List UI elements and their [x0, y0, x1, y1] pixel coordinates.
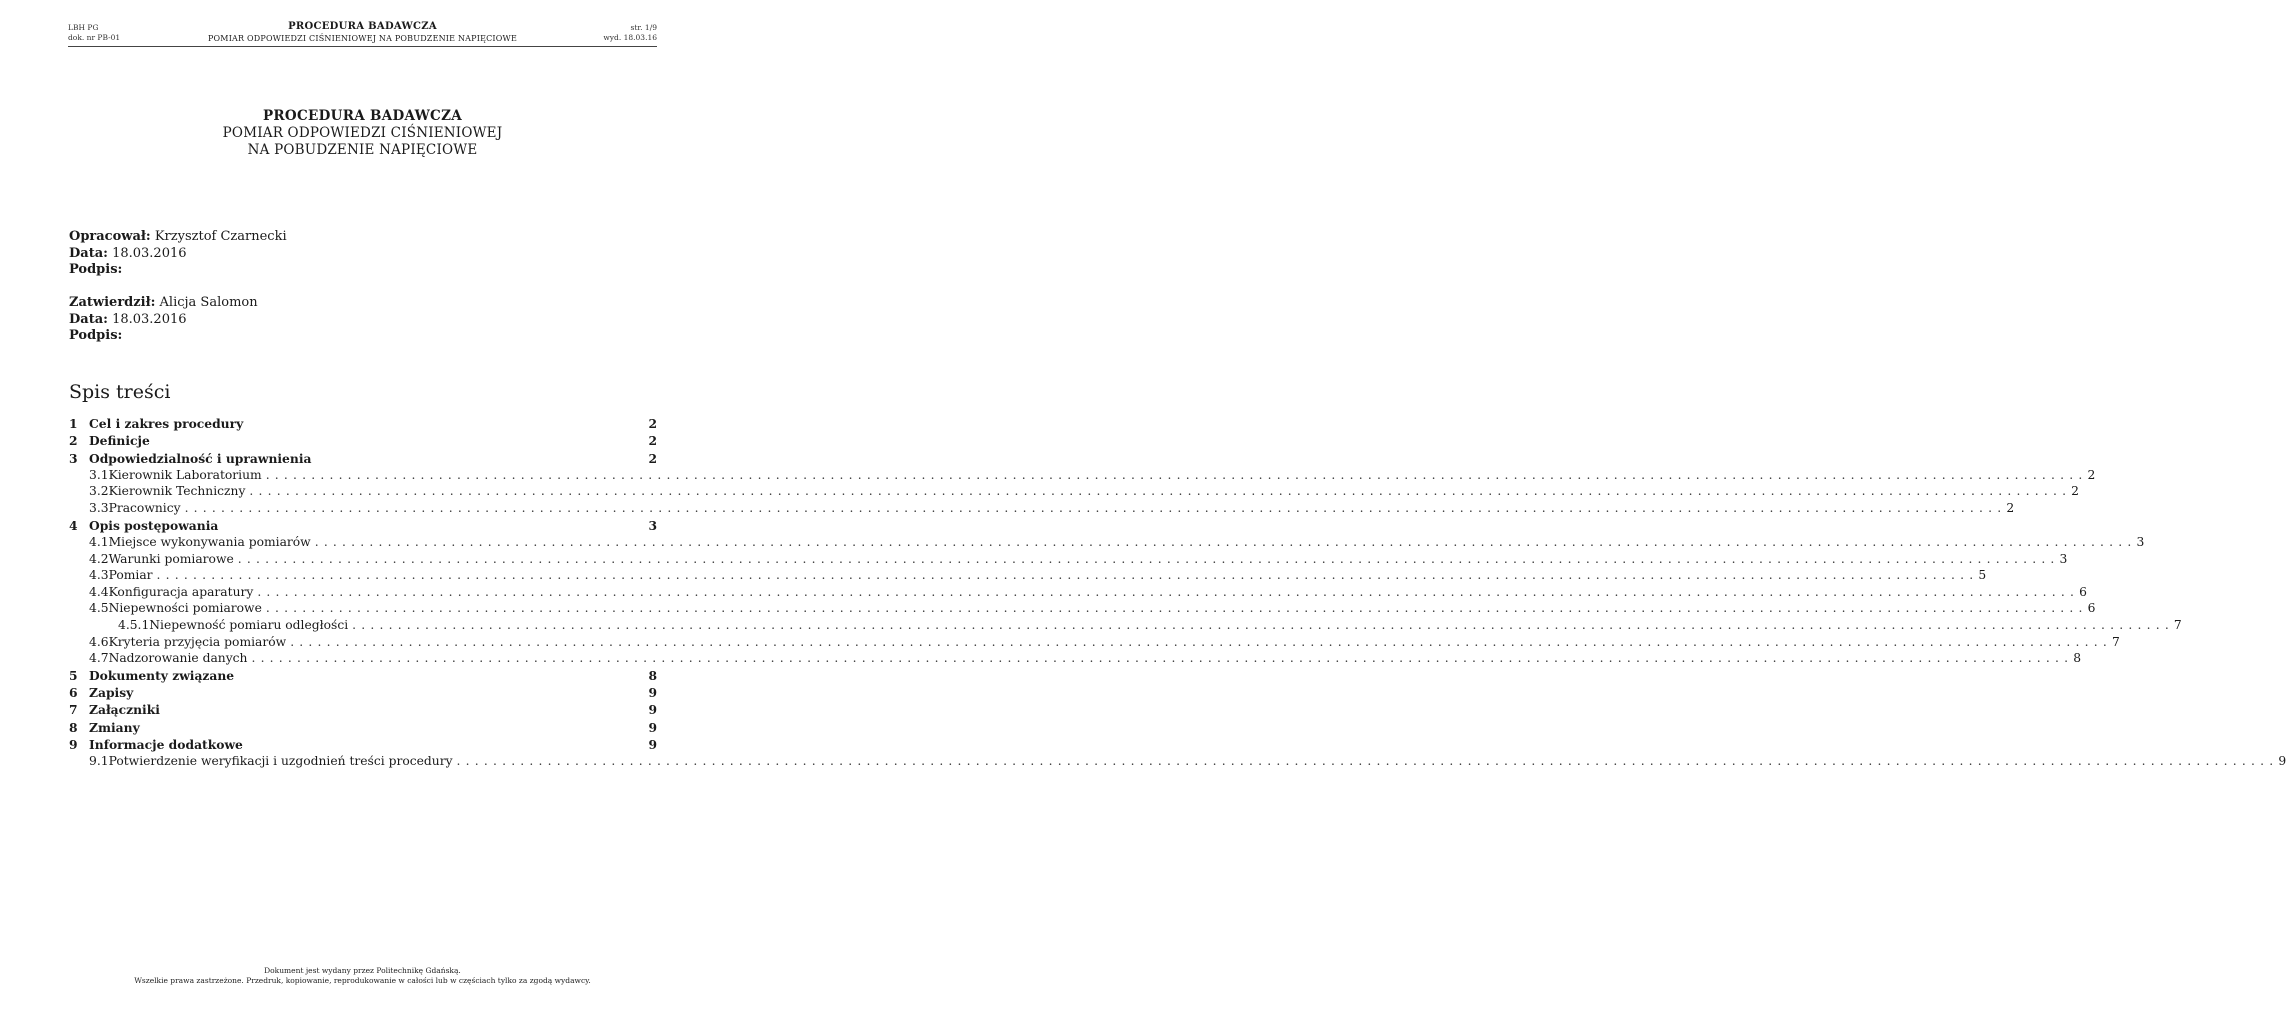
toc-entry-page: 2: [2087, 467, 2096, 482]
toc-entry-title: Opis postępowania: [89, 517, 219, 533]
toc-entry-number: 4.5: [89, 601, 109, 616]
prepared-by: [69, 229, 287, 246]
toc-entry-title: Załączniki: [89, 702, 160, 718]
toc-entry-title: Warunki pomiarowe: [108, 551, 234, 566]
prepared-block: [69, 229, 287, 279]
toc-entry[interactable]: [69, 500, 2015, 517]
toc-entry-page: 7: [2173, 617, 2182, 632]
toc-entry-page: 2: [648, 450, 657, 466]
toc-entry[interactable]: [69, 450, 657, 467]
prepared-signature: [69, 262, 287, 279]
toc-entry-number: 4.7: [89, 651, 109, 666]
toc-entry-number: 2: [69, 433, 78, 449]
toc-entry-page: 6: [2079, 584, 2087, 599]
toc-entry[interactable]: [69, 650, 2082, 667]
header-center: [68, 21, 657, 44]
toc-entry[interactable]: [69, 432, 657, 449]
toc-entry-page: 3: [648, 517, 657, 533]
toc-entry-number: 4.6: [89, 634, 109, 649]
prepared-by-label: Opracował:: [69, 229, 151, 244]
toc-entry-title: Konfiguracja aparatury: [108, 584, 254, 599]
toc-entry-number: 4.1: [89, 534, 109, 549]
toc-entry[interactable]: [69, 584, 2087, 601]
toc-dot-leader: ........................................................................................................................................................................................................: [249, 484, 2072, 499]
toc-entry-title: Informacje dodatkowe: [89, 736, 243, 752]
toc-entry-number: 3.3: [89, 501, 109, 516]
toc-entry[interactable]: [69, 753, 2286, 770]
toc-entry-page: 9: [648, 719, 657, 735]
title-line-2: POMIAR ODPOWIEDZI CIŚNIENIOWEJ: [222, 125, 503, 141]
toc-dot-leader: ........................................................................................................................................................................................................: [184, 501, 2007, 516]
footer-line-2: Wszelkie prawa zastrzeżone. Przedruk, kopiowanie, reprodukowanie w całości lub w częściach tylko za zgodą wydawcy.: [134, 976, 591, 985]
toc-entry-number: 3: [69, 450, 78, 466]
toc-entry-number: 4.4: [89, 584, 109, 599]
prepared-date-label: Data:: [69, 245, 108, 261]
toc-entry-page: 7: [2111, 634, 2120, 649]
toc-entry-title: Potwierdzenie weryfikacji i uzgodnień treści procedury: [108, 754, 453, 769]
toc-entry-title: Pomiar: [108, 568, 153, 583]
toc-dot-leader: ........................................................................................................................................................................................................: [237, 551, 2060, 566]
toc-entry-number: 3.2: [89, 484, 109, 499]
toc-dot-leader: ........................................................................................................................................................................................................: [314, 534, 2137, 549]
toc-entry-page: 6: [2087, 601, 2096, 616]
header-subtitle: POMIAR ODPOWIEDZI CIŚNIENIOWEJ NA POBUDZENIE NAPIĘCIOWE: [207, 34, 518, 43]
approved-date: [69, 312, 258, 329]
toc-entry-number: 9: [69, 736, 78, 752]
toc-entry-number: 9.1: [89, 754, 109, 769]
toc-dot-leader: ........................................................................................................................................................................................................: [290, 634, 2112, 649]
toc-entry-number: 6: [69, 685, 78, 701]
prepared-date-value: 18.03.2016: [112, 245, 187, 261]
toc-entry-title: Niepewności pomiarowe: [108, 601, 262, 616]
approved-by-label: Zatwierdził:: [69, 295, 156, 310]
title-line-1: PROCEDURA BADAWCZA: [262, 108, 463, 124]
header-title: PROCEDURA BADAWCZA: [288, 21, 437, 32]
toc-entry-page: 2: [648, 433, 657, 449]
toc-dot-leader: ........................................................................................................................................................................................................: [456, 754, 2279, 769]
toc-entry-title: Cel i zakres procedury: [89, 416, 244, 431]
toc-entry-title: Kierownik Techniczny: [108, 484, 246, 499]
toc-entry[interactable]: [69, 617, 2182, 634]
header-page-number: str. 1/9: [630, 23, 657, 32]
toc-entry-page: 9: [648, 702, 657, 718]
toc-entry-number: 7: [69, 702, 78, 718]
toc-entry[interactable]: [69, 634, 2120, 651]
approved-signature-label: Podpis:: [69, 328, 123, 343]
approved-date-label: Data:: [69, 311, 108, 327]
approved-block: [69, 295, 258, 345]
toc-dot-leader: ........................................................................................................................................................................................................: [352, 617, 2174, 632]
header-doc-number: dok. nr PB-01: [68, 32, 121, 42]
toc-entry-number: 1: [69, 416, 78, 431]
toc-entry-page: 9: [648, 685, 657, 701]
toc-dot-leader: ........................................................................................................................................................................................................: [156, 568, 1979, 583]
toc-entry-title: Miejsce wykonywania pomiarów: [108, 534, 311, 549]
approved-by-value: Alicja Salomon: [159, 295, 258, 310]
toc-entry-title: Kierownik Laboratorium: [108, 467, 262, 482]
toc-entry[interactable]: [69, 517, 657, 534]
toc-entry[interactable]: [69, 701, 657, 718]
toc-entry-page: 8: [2073, 651, 2082, 666]
toc-entry[interactable]: [69, 600, 2096, 617]
toc-entry-title: Zmiany: [89, 719, 140, 735]
toc-entry[interactable]: [69, 483, 2079, 500]
toc-entry-number: 5: [69, 667, 78, 683]
title-line-3: NA POBUDZENIE NAPIĘCIOWE: [247, 142, 478, 158]
toc-entry-number: 8: [69, 719, 78, 735]
approved-date-value: 18.03.2016: [112, 311, 187, 327]
toc-entry[interactable]: [69, 534, 2145, 551]
toc-entry-number: 4.2: [89, 551, 109, 566]
toc-dot-leader: ........................................................................................................................................................................................................: [265, 467, 2088, 482]
toc-entry-title: Odpowiedzialność i uprawnienia: [89, 450, 312, 466]
toc-entry-title: Nadzorowanie danych: [108, 651, 248, 666]
header-right: [603, 23, 657, 42]
toc-entry[interactable]: [69, 736, 657, 753]
header-rule: [68, 46, 657, 47]
toc-entry-page: 3: [2059, 551, 2068, 566]
toc-dot-leader: ........................................................................................................................................................................................................: [251, 651, 2074, 666]
prepared-by-value: Krzysztof Czarnecki: [154, 229, 287, 244]
toc-entry[interactable]: [69, 667, 657, 684]
table-of-contents: [69, 415, 2286, 770]
prepared-date: [69, 246, 287, 263]
toc-entry-page: 9: [2278, 754, 2286, 769]
toc-entry-page: 2: [2071, 484, 2079, 499]
toc-entry-page: 9: [648, 736, 657, 752]
toc-entry-page: 5: [1978, 568, 1987, 583]
toc-dot-leader: ........................................................................................................................................................................................................: [257, 584, 2080, 599]
toc-entry[interactable]: [69, 551, 2068, 568]
prepared-signature-label: Podpis:: [69, 262, 123, 277]
toc-dot-leader: ........................................................................................................................................................................................................: [265, 601, 2088, 616]
toc-entry[interactable]: [69, 719, 657, 736]
toc-entry[interactable]: [69, 684, 657, 701]
toc-entry-page: 3: [2136, 534, 2145, 549]
approved-signature: [69, 328, 258, 345]
toc-entry[interactable]: [69, 415, 657, 432]
approved-by: [69, 295, 258, 312]
toc-entry-number: 4.5.1: [118, 617, 150, 632]
toc-entry-page: 8: [648, 667, 657, 683]
toc-entry-title: Niepewność pomiaru odległości: [149, 617, 349, 632]
toc-entry-number: 4: [69, 517, 78, 533]
toc-entry-title: Zapisy: [89, 685, 134, 701]
page-footer: [0, 966, 725, 986]
toc-entry[interactable]: [69, 567, 1987, 584]
toc-entry-page: 2: [648, 416, 657, 431]
footer-line-1: Dokument jest wydany przez Politechnikę Gdańską.: [264, 966, 461, 975]
toc-entry-page: 2: [2006, 501, 2015, 516]
toc-entry-number: 4.3: [89, 568, 109, 583]
header-lab-code: LBH PG: [68, 23, 99, 32]
toc-entry-title: Pracownicy: [108, 501, 181, 516]
page-header: [68, 20, 657, 46]
toc-entry-title: Definicje: [89, 433, 150, 449]
toc-entry[interactable]: [69, 467, 2096, 484]
header-edition-date: wyd. 18.03.16: [603, 32, 657, 42]
toc-heading: Spis treści: [69, 381, 171, 403]
document-title: [0, 108, 725, 159]
toc-entry-number: 3.1: [89, 467, 109, 482]
toc-entry-title: Dokumenty związane: [89, 667, 235, 683]
toc-entry-title: Kryteria przyjęcia pomiarów: [108, 634, 287, 649]
